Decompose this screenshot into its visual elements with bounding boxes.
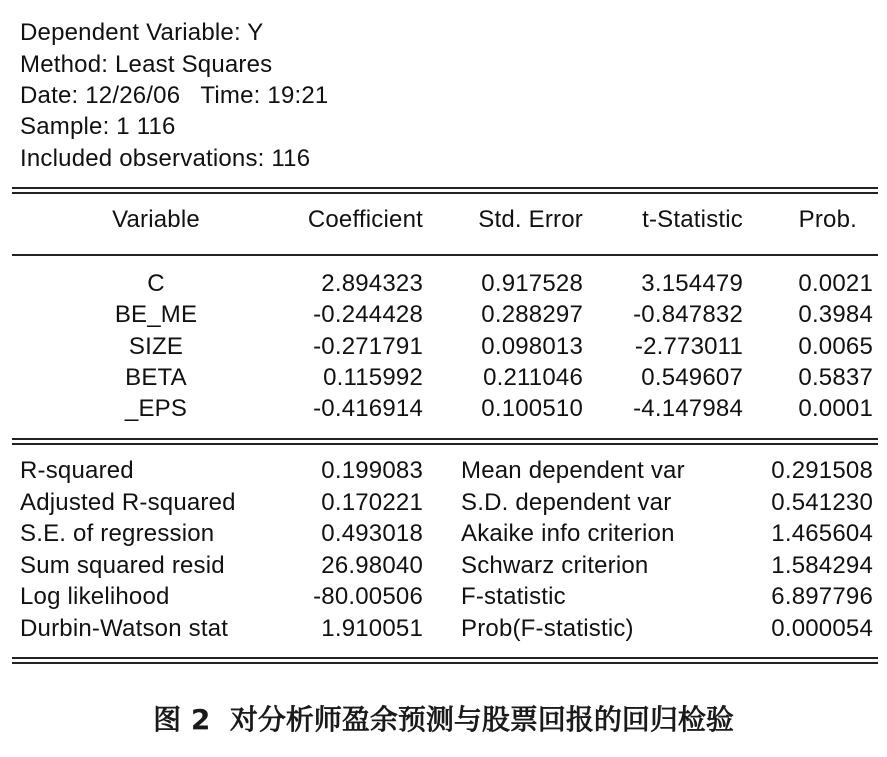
column-header-coefficient: Coefficient — [307, 206, 423, 233]
row-coefficient: -0.244428 — [313, 301, 423, 328]
row-t-statistic: -0.847832 — [633, 301, 743, 328]
bottom-rule-1 — [12, 657, 878, 659]
row-t-statistic: -2.773011 — [634, 333, 743, 360]
method-line: Method: Least Squares — [20, 51, 273, 78]
stat-label: S.D. dependent var — [461, 489, 672, 516]
date-time-line: Date: 12/26/06 Time: 19:21 — [20, 82, 329, 109]
stat-label: Durbin-Watson stat — [20, 615, 229, 642]
stat-value: 1.465604 — [771, 520, 873, 547]
stat-value: 0.000054 — [771, 615, 873, 642]
row-prob: 0.5837 — [798, 364, 873, 391]
row-std-error: 0.098013 — [481, 333, 583, 360]
stat-label: F-statistic — [461, 583, 566, 610]
row-prob: 0.0001 — [798, 395, 873, 422]
middle-rule-2 — [12, 443, 878, 445]
row-t-statistic: 0.549607 — [641, 364, 743, 391]
stat-label: Mean dependent var — [461, 457, 685, 484]
stat-value: 0.291508 — [771, 457, 873, 484]
row-std-error: 0.288297 — [481, 301, 583, 328]
stat-value: 0.493018 — [321, 520, 423, 547]
row-coefficient: 0.115992 — [323, 364, 423, 391]
stat-label: Akaike info criterion — [461, 520, 675, 547]
row-std-error: 0.917528 — [481, 270, 583, 297]
stat-value: 6.897796 — [771, 583, 873, 610]
stat-label: Schwarz criterion — [461, 552, 649, 579]
middle-rule-1 — [12, 438, 878, 440]
row-prob: 0.0065 — [798, 333, 873, 360]
row-std-error: 0.211046 — [483, 364, 583, 391]
column-header-prob: Prob. — [798, 206, 857, 233]
row-prob: 0.0021 — [798, 270, 873, 297]
column-header-t-statistic: t-Statistic — [642, 206, 743, 233]
stat-value: 26.98040 — [321, 552, 423, 579]
bottom-rule-2 — [12, 662, 878, 664]
stat-label: Log likelihood — [20, 583, 170, 610]
top-rule-2 — [12, 192, 878, 194]
stat-label: Adjusted R-squared — [20, 489, 236, 516]
row-t-statistic: -4.147984 — [633, 395, 743, 422]
row-coefficient: 2.894323 — [321, 270, 423, 297]
row-variable: SIZE — [128, 333, 184, 360]
column-header-std-error: Std. Error — [478, 206, 583, 233]
column-header-variable: Variable — [112, 206, 200, 233]
row-std-error: 0.100510 — [481, 395, 583, 422]
stat-value: 0.541230 — [771, 489, 873, 516]
row-t-statistic: 3.154479 — [641, 270, 743, 297]
dependent-variable-line: Dependent Variable: Y — [20, 19, 264, 46]
row-variable: BE_ME — [114, 301, 198, 328]
row-coefficient: -0.271791 — [313, 333, 423, 360]
row-prob: 0.3984 — [798, 301, 873, 328]
row-variable: _EPS — [124, 395, 188, 422]
row-variable: C — [147, 270, 165, 297]
row-variable: BETA — [125, 364, 187, 391]
figure-caption: 图 2 对分析师盈余预测与股票回报的回归检验 — [153, 703, 734, 736]
header-rule — [12, 254, 878, 256]
stat-value: 0.170221 — [321, 489, 423, 516]
stat-value: 1.584294 — [771, 552, 873, 579]
stat-value: 1.910051 — [321, 615, 423, 642]
sample-line: Sample: 1 116 — [20, 113, 176, 140]
row-coefficient: -0.416914 — [313, 395, 423, 422]
stat-label: R-squared — [20, 457, 134, 484]
stat-value: -80.00506 — [313, 583, 423, 610]
included-observations-line: Included observations: 116 — [20, 145, 311, 172]
stat-label: Sum squared resid — [20, 552, 225, 579]
stat-label: S.E. of regression — [20, 520, 215, 547]
stat-label: Prob(F-statistic) — [461, 615, 634, 642]
top-rule-1 — [12, 187, 878, 189]
stat-value: 0.199083 — [321, 457, 423, 484]
